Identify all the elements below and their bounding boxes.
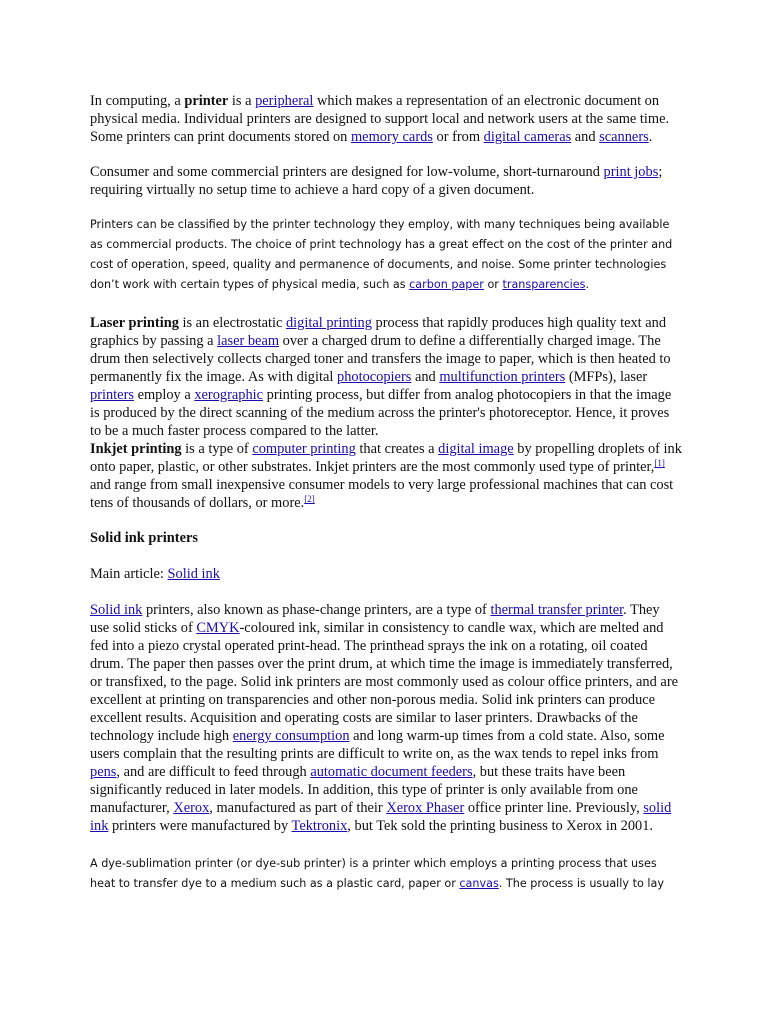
text: and range from small inexpensive consumer models to very large professional machines that can cost tens of thousands of dollars, or more. <box>90 477 674 511</box>
document-body <box>90 92 682 894</box>
link-xerox[interactable]: Xerox <box>173 800 210 816</box>
citation-link-2[interactable]: [2] <box>304 494 315 504</box>
text: printers, also known as phase-change printers, are a type of <box>142 602 491 618</box>
consumer-paragraph <box>90 163 682 199</box>
text: and <box>571 129 600 145</box>
text: or from <box>432 129 484 145</box>
link-memory-cards[interactable]: memory cards <box>350 129 433 145</box>
link-pens[interactable]: pens <box>90 764 117 780</box>
classification-paragraph <box>90 215 682 295</box>
text: office printer line. Previously, <box>464 800 644 816</box>
text: is a <box>228 93 256 109</box>
main-article-line <box>90 565 682 583</box>
text: , but these traits have been significantly reduced in later models. In addition, this type of printer is only available from one manufacturer, <box>90 764 638 816</box>
link-printers[interactable]: printers <box>90 387 134 403</box>
bold-term: printer <box>184 93 229 109</box>
text: Printers can be classified by the printer technology they employ, with many techniques being available as commercial products. The choice of print technology has a great effect on the cost of the printer and cost of operation, speed, quality and permanence of documents, and noise. Some printer technologies don’t work with certain types of physical media, such as <box>90 218 673 291</box>
text: (MFPs), laser <box>565 369 648 385</box>
text: ; requiring virtually no setup time to achieve a hard copy of a given document. <box>90 164 663 198</box>
link-tektronix[interactable]: Tektronix <box>291 818 348 834</box>
text: or <box>483 278 503 291</box>
text: and long warm-up times from a cold state. Also, some users complain that the resulting prints are difficult to write on, as the wax tends to repel inks from <box>90 728 665 762</box>
bold-term: Inkjet printing <box>90 441 182 457</box>
bold-term: Laser printing <box>90 315 179 331</box>
text: is a type of <box>181 441 253 457</box>
link-solid-ink[interactable]: Solid ink <box>90 602 143 618</box>
link-solid-ink-main[interactable]: Solid ink <box>167 566 220 582</box>
text: employ a <box>133 387 195 403</box>
laser-inkjet-paragraph <box>90 314 682 512</box>
intro-paragraph <box>90 92 682 146</box>
text: Consumer and some commercial printers are designed for low-volume, short-turnaround <box>90 164 604 180</box>
link-digital-image[interactable]: digital image <box>438 441 514 457</box>
text: Main article: <box>90 566 168 582</box>
link-xerographic[interactable]: xerographic <box>194 387 264 403</box>
text: and <box>411 369 440 385</box>
text: is an electrostatic <box>178 315 286 331</box>
text: printers were manufactured by <box>108 818 292 834</box>
link-carbon-paper[interactable]: carbon paper <box>409 278 484 291</box>
text: . <box>585 278 590 291</box>
link-scanners[interactable]: scanners <box>599 129 649 145</box>
link-multifunction-printers[interactable]: multifunction printers <box>439 369 566 385</box>
citation-link-1[interactable]: [1] <box>654 458 665 468</box>
link-digital-printing[interactable]: digital printing <box>285 315 372 331</box>
link-cmyk[interactable]: CMYK <box>196 620 240 636</box>
link-digital-cameras[interactable]: digital cameras <box>483 129 572 145</box>
text: which makes a representation of an electronic document on physical media. Individual printers are designed to support local and network users at the same time. Some printers can print documents stored on <box>90 93 670 145</box>
link-thermal-transfer-printer[interactable]: thermal transfer printer <box>490 602 624 618</box>
link-computer-printing[interactable]: computer printing <box>252 441 356 457</box>
section-heading <box>90 529 682 547</box>
link-print-jobs[interactable]: print jobs <box>603 164 659 180</box>
link-solid-ink-2[interactable]: solid ink <box>90 800 672 834</box>
text: printing process, but differ from analog photocopiers in that the image is produced by the direct scanning of the medium across the printer's photoreceptor. Hence, it proves to be a much faster process compared to the latter. <box>90 387 672 439</box>
text: A dye-sublimation printer (or dye-sub printer) is a printer which employs a printing process that uses heat to transfer dye to a medium such as a plastic card, paper or <box>90 857 657 890</box>
link-laser-beam[interactable]: laser beam <box>217 333 280 349</box>
link-xerox-phaser[interactable]: Xerox Phaser <box>386 800 465 816</box>
solid-ink-paragraph <box>90 601 682 835</box>
link-canvas[interactable]: canvas <box>459 877 499 890</box>
heading-text: Solid ink printers <box>90 530 198 546</box>
link-transparencies[interactable]: transparencies <box>502 278 586 291</box>
text: . They use solid sticks of <box>90 602 660 636</box>
link-peripheral[interactable]: peripheral <box>255 93 314 109</box>
text: over a charged drum to define a differentially charged image. The drum then selectively collects charged toner and transfers the image to paper, which is then heated to permanently fix the image. As with digital <box>90 333 671 385</box>
text: , but Tek sold the printing business to Xerox in 2001. <box>347 818 654 834</box>
link-automatic-document-feeders[interactable]: automatic document feeders <box>310 764 473 780</box>
text: . <box>648 129 653 145</box>
link-photocopiers[interactable]: photocopiers <box>337 369 412 385</box>
text: process that rapidly produces high quality text and graphics by passing a <box>90 315 667 349</box>
text: In computing, a <box>90 93 185 109</box>
dye-sub-paragraph <box>90 854 682 894</box>
link-energy-consumption[interactable]: energy consumption <box>232 728 350 744</box>
text: , and are difficult to feed through <box>116 764 311 780</box>
text: -coloured ink, similar in consistency to candle wax, which are melted and fed into a piezo crystal operated print-head. The printhead sprays the ink on a rotating, oil coated drum. The paper then passes over the print drum, at which time the image is immediately transferred, or transfixed, to the page. Solid ink printers are most commonly used as colour office printers, and are excellent at printing on transparencies and other non-porous media. Solid ink printers can produce excellent results. Acquisition and operating costs are similar to laser printers. Drawbacks of the technology include high <box>90 620 678 744</box>
text: that creates a <box>355 441 439 457</box>
text: by propelling droplets of ink onto paper, plastic, or other substrates. Inkjet printers are the most commonly used type of printer, <box>90 441 682 475</box>
text: , manufactured as part of their <box>209 800 387 816</box>
text: . The process is usually to lay <box>498 877 664 890</box>
